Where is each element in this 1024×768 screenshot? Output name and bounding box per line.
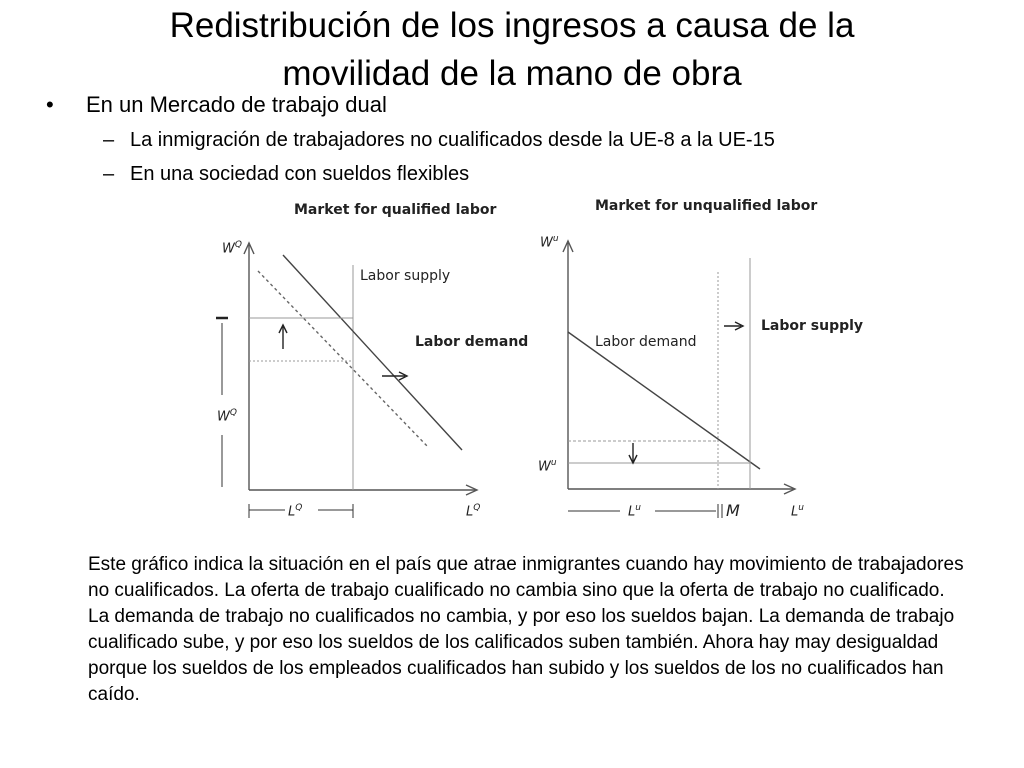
title-line-2: movilidad de la mano de obra	[282, 54, 742, 93]
sub-bullet-text: En una sociedad con sueldos flexibles	[130, 163, 470, 185]
sub-bullet-mark: –	[103, 129, 115, 151]
wage-sup: Q	[229, 408, 237, 418]
quantity-letter: L	[288, 504, 296, 520]
supply-label: Labor supply	[761, 318, 864, 334]
graph-title: Market for qualified labor	[294, 202, 497, 218]
wage-letter: W	[217, 409, 230, 425]
x-axis-label	[791, 503, 804, 519]
y-axis-letter: W	[540, 235, 553, 251]
quantity-sup: u	[635, 503, 641, 513]
x-axis-sup: Q	[473, 503, 481, 513]
y-axis-letter: W	[222, 241, 235, 257]
y-axis-sup: Q	[234, 240, 242, 250]
wage-letter: W	[538, 459, 551, 475]
bullet-mark: •	[46, 92, 54, 117]
x-axis-letter: L	[791, 504, 799, 520]
quantity-letter: L	[628, 504, 636, 520]
demand-label: Labor demand	[415, 334, 529, 350]
wage-label	[538, 458, 557, 474]
labor-demand-line	[568, 332, 760, 469]
title-line-1: Redistribución de los ingresos a causa de la	[169, 6, 855, 45]
wage-sup: u	[550, 458, 557, 468]
sub-bullet-mark: –	[103, 163, 115, 185]
sub-bullet-text: La inmigración de trabajadores no cualificados desde la UE-8 a la UE-15	[130, 129, 775, 151]
x-axis-sup: u	[798, 503, 804, 513]
x-axis-letter: L	[466, 504, 474, 520]
explanation-paragraph: Este gráfico indica la situación en el país que atrae inmigrantes cuando hay movimiento de trabajadores no cualificados. La oferta de trabajo cualificado no cambia sino que la oferta de trabajo no cualificado. La demanda de trabajo no cualificados no cambia, y por eso los sueldos bajan. La demanda de trabajo cualificado sube, y por eso los sueldos de los calificados suben también. Ahora hay may desigualdad porque los sueldos de los empleados cualificados han subido y los sueldos de los no cualificados han caído.	[88, 554, 964, 705]
supply-label: Labor supply	[360, 268, 451, 284]
quantity-label	[628, 503, 641, 519]
quantity-sup: Q	[295, 503, 303, 513]
graph-title: Market for unqualified labor	[595, 198, 818, 214]
y-axis-sup: u	[552, 234, 559, 244]
y-axis-label	[540, 234, 559, 250]
bullet-text: En un Mercado de trabajo dual	[86, 92, 387, 117]
migration-label: M	[726, 501, 740, 520]
demand-label: Labor demand	[595, 334, 697, 350]
